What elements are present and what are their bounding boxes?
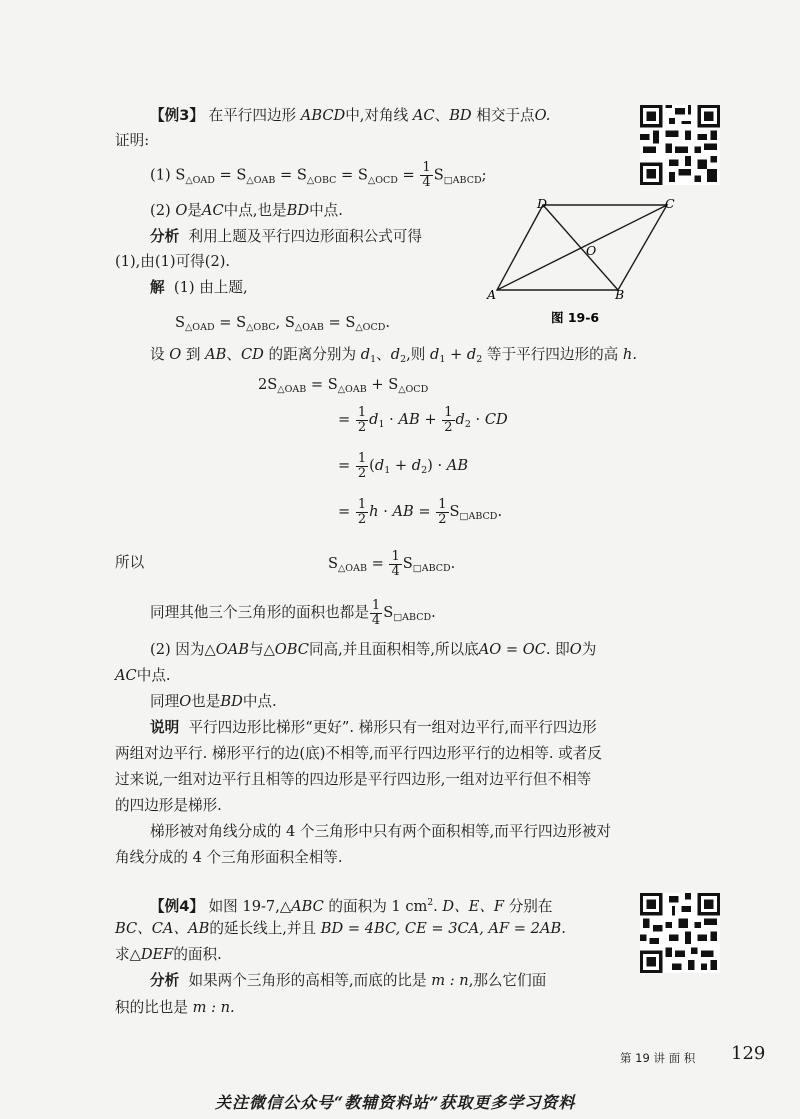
math-conditions: BD = 4BC, CE = 3CA, AF = 2AB. (320, 920, 566, 937)
result-formula: $S_{\triangle OAB}$ = $\frac{1}{4}$ $S_{□ABCD}$. (328, 548, 456, 579)
math-abcd: ABCD (300, 107, 346, 124)
example-4-line-2 (115, 919, 566, 939)
analysis-1-line-2: (1),由(1)可得(2). (115, 253, 231, 270)
math-bd: BD (220, 693, 243, 710)
analysis-label: 分析 (150, 228, 180, 245)
math-o: O (175, 202, 188, 219)
math-obc: OBC (274, 641, 309, 658)
item-2-c: 中点. (309, 202, 343, 219)
page-number: 129 (731, 1043, 766, 1064)
chapter-label: 第 19 讲 面 积 (620, 1051, 696, 1065)
solution-equalities: $S_{\triangle OAD} = S_{\triangle OBC}$, $S_{\triangle OAB} = S_{\triangle OCD}$. (175, 314, 390, 333)
prove-text: 证明: (115, 132, 150, 149)
an2-c: 积的比也是 (115, 999, 188, 1016)
qr-code-2[interactable] (640, 893, 720, 973)
math-def: D、E、F (442, 897, 505, 915)
separator: 、 (226, 346, 241, 363)
derivation-line-1: $2S_{\triangle OAB} = S_{\triangle OAB} + S_{\triangle OCD}$ (258, 376, 429, 395)
ex4-sup: 2 (427, 898, 434, 908)
an2-a: 如果两个三角形的高相等,而底的比是 (188, 972, 427, 989)
math-ab: AB (205, 346, 227, 363)
ex4-d: 分别在 (508, 897, 553, 915)
example-3-text-a: 在平行四边形 (208, 107, 297, 124)
p2-b: 与△ (248, 641, 275, 658)
separator: 、 (434, 107, 450, 124)
similar-line: 同理其他三个三角形的面积也都是 $\frac{1}{4}$ $S_{□ABCD}$. (150, 597, 436, 628)
derivation-line-3: = $\frac{1}{2}$ $(d_1 + d_2)$ · AB (338, 450, 469, 481)
math-bd: BD (449, 107, 472, 124)
math-h: h. (622, 346, 637, 363)
figure-19-6 (485, 195, 685, 330)
same-b: 也是 (191, 693, 221, 710)
math-o: O. (534, 107, 551, 124)
part-2-line-2 (115, 666, 171, 686)
item-2-prefix: (2) (150, 202, 171, 219)
math-ac: AC (115, 667, 137, 684)
note-label: 说明 (150, 719, 180, 736)
distance-text: 设 O 到 AB、CD 的距离分别为 $d_1$、$d_2$,则 $d_1 + d_2$ 等于平行四边形的高 h. (150, 346, 637, 365)
ex4-g: 的面积. (173, 946, 222, 963)
example-4-label: 【例4】 (150, 897, 204, 915)
note-line-5: 梯形被对角线分成的 4 个三角形中只有两个面积相等,而平行四边形被对 (150, 823, 612, 840)
solution-intro (150, 278, 248, 298)
example-4-line-3 (115, 945, 222, 965)
same-line (150, 692, 277, 712)
diagonal-bd (543, 205, 618, 290)
solution-label: 解 (150, 279, 165, 296)
item-1-formula: (1) $S_{\triangle OAD} = S_{\triangle OAB} = S_{\triangle OBC} = S_{\triangle OCD}$ = $\frac{1}{4}$ $S_{□ABCD}$; (150, 160, 487, 190)
p2-c: 同高,并且面积相等,所以底 (308, 641, 479, 658)
analysis-1-line-1 (150, 227, 422, 247)
math-oab: OAB (215, 641, 249, 658)
part-2-line-1 (150, 640, 596, 660)
note-line-3: 过来说,一组对边平行且相等的四边形是平行四边形,一组对边平行但不相等 (115, 771, 592, 788)
example-3-label: 【例3】 (150, 107, 204, 124)
analysis-2-label: 分析 (150, 972, 180, 989)
d-d: 等于平行四边形的高 (486, 346, 619, 363)
math-bc-ca-ab: BC、CA、AB (115, 920, 210, 937)
label-c: C (665, 196, 675, 211)
math-ratio: m : n. (192, 999, 235, 1016)
math-abc: ABC (291, 897, 324, 915)
ex4-a: 如图 19-7,△ (208, 897, 292, 915)
same-c: 中点. (242, 693, 277, 710)
math-def: DEF (140, 946, 174, 963)
p2-e: 为 (581, 641, 597, 658)
math-ac: AC (412, 107, 435, 124)
note-text-1: 平行四边形比梯形“更好”. 梯形只有一组对边平行,而平行四边形 (188, 719, 597, 736)
footer-banner: 关注微信公众号“教辅资料站”获取更多学习资料 (215, 1093, 576, 1112)
math-o: O (169, 346, 182, 363)
note-line-1 (150, 718, 597, 738)
label-b: B (615, 287, 625, 302)
solution-intro-text: (1) 由上题, (173, 279, 248, 296)
analysis-2-line-2 (115, 998, 235, 1018)
example-4-line-1 (150, 893, 552, 917)
note-line-2: 两组对边平行. 梯形平行的边(底)不相等,而平行四边形平行的边相等. 或者反 (115, 745, 602, 762)
math-bd: BD (286, 202, 310, 219)
similar-text: 同理其他三个三角形的面积也都是 (150, 604, 369, 621)
item-1-prefix: (1) (150, 166, 171, 184)
p2-d: . 即 (545, 641, 570, 658)
math-ratio: m : n (431, 972, 469, 989)
note-line-6: 角线分成的 4 个三角形面积全相等. (115, 849, 343, 866)
same-a: 同理 (150, 693, 180, 710)
d-c: 的距离分别为 (268, 346, 357, 363)
item-2-a: 是 (187, 202, 202, 219)
p2-f: 中点. (136, 667, 171, 684)
ex4-c: . (433, 897, 438, 915)
label-a: A (487, 287, 497, 302)
math-cd: CD (240, 346, 264, 363)
ex4-f: 求△ (115, 946, 141, 963)
analysis-text: 利用上题及平行四边形面积公式可得 (188, 228, 422, 245)
example-3-text-b: 中,对角线 (345, 107, 409, 124)
an2-b: ,那么它们面 (468, 972, 547, 989)
ex4-e: 的延长线上,并且 (209, 920, 317, 937)
d-a: 设 (150, 346, 165, 363)
example-3-text-c: 相交于点 (476, 107, 535, 124)
math-o: O (569, 641, 582, 658)
qr-code-1[interactable] (640, 105, 720, 185)
d-b: 到 (185, 346, 201, 363)
analysis-2-line-1 (150, 971, 546, 991)
ex4-b: 的面积为 1 cm (328, 897, 428, 915)
derivation-line-2: = $\frac{1}{2}$ $d_1$ · AB + $\frac{1}{2}$ $d_2$ · CD (338, 404, 508, 435)
item-2-text (150, 201, 343, 221)
label-o: O (586, 243, 597, 258)
p2-a: (2) 因为△ (150, 641, 216, 658)
figure-caption: 图 19-6 (551, 310, 600, 325)
math-o: O (179, 693, 192, 710)
label-d: D (537, 196, 548, 211)
item-2-b: 中点,也是 (223, 202, 287, 219)
suoyi-label: 所以 (115, 554, 145, 571)
math-ao-oc: AO = OC (478, 641, 546, 658)
diagonal-ac (497, 205, 667, 290)
note-line-4: 的四边形是梯形. (115, 797, 222, 814)
derivation-line-4: = $\frac{1}{2}$ h · AB = $\frac{1}{2}$ $S_{□ABCD}$. (338, 496, 503, 527)
math-ac: AC (201, 202, 224, 219)
